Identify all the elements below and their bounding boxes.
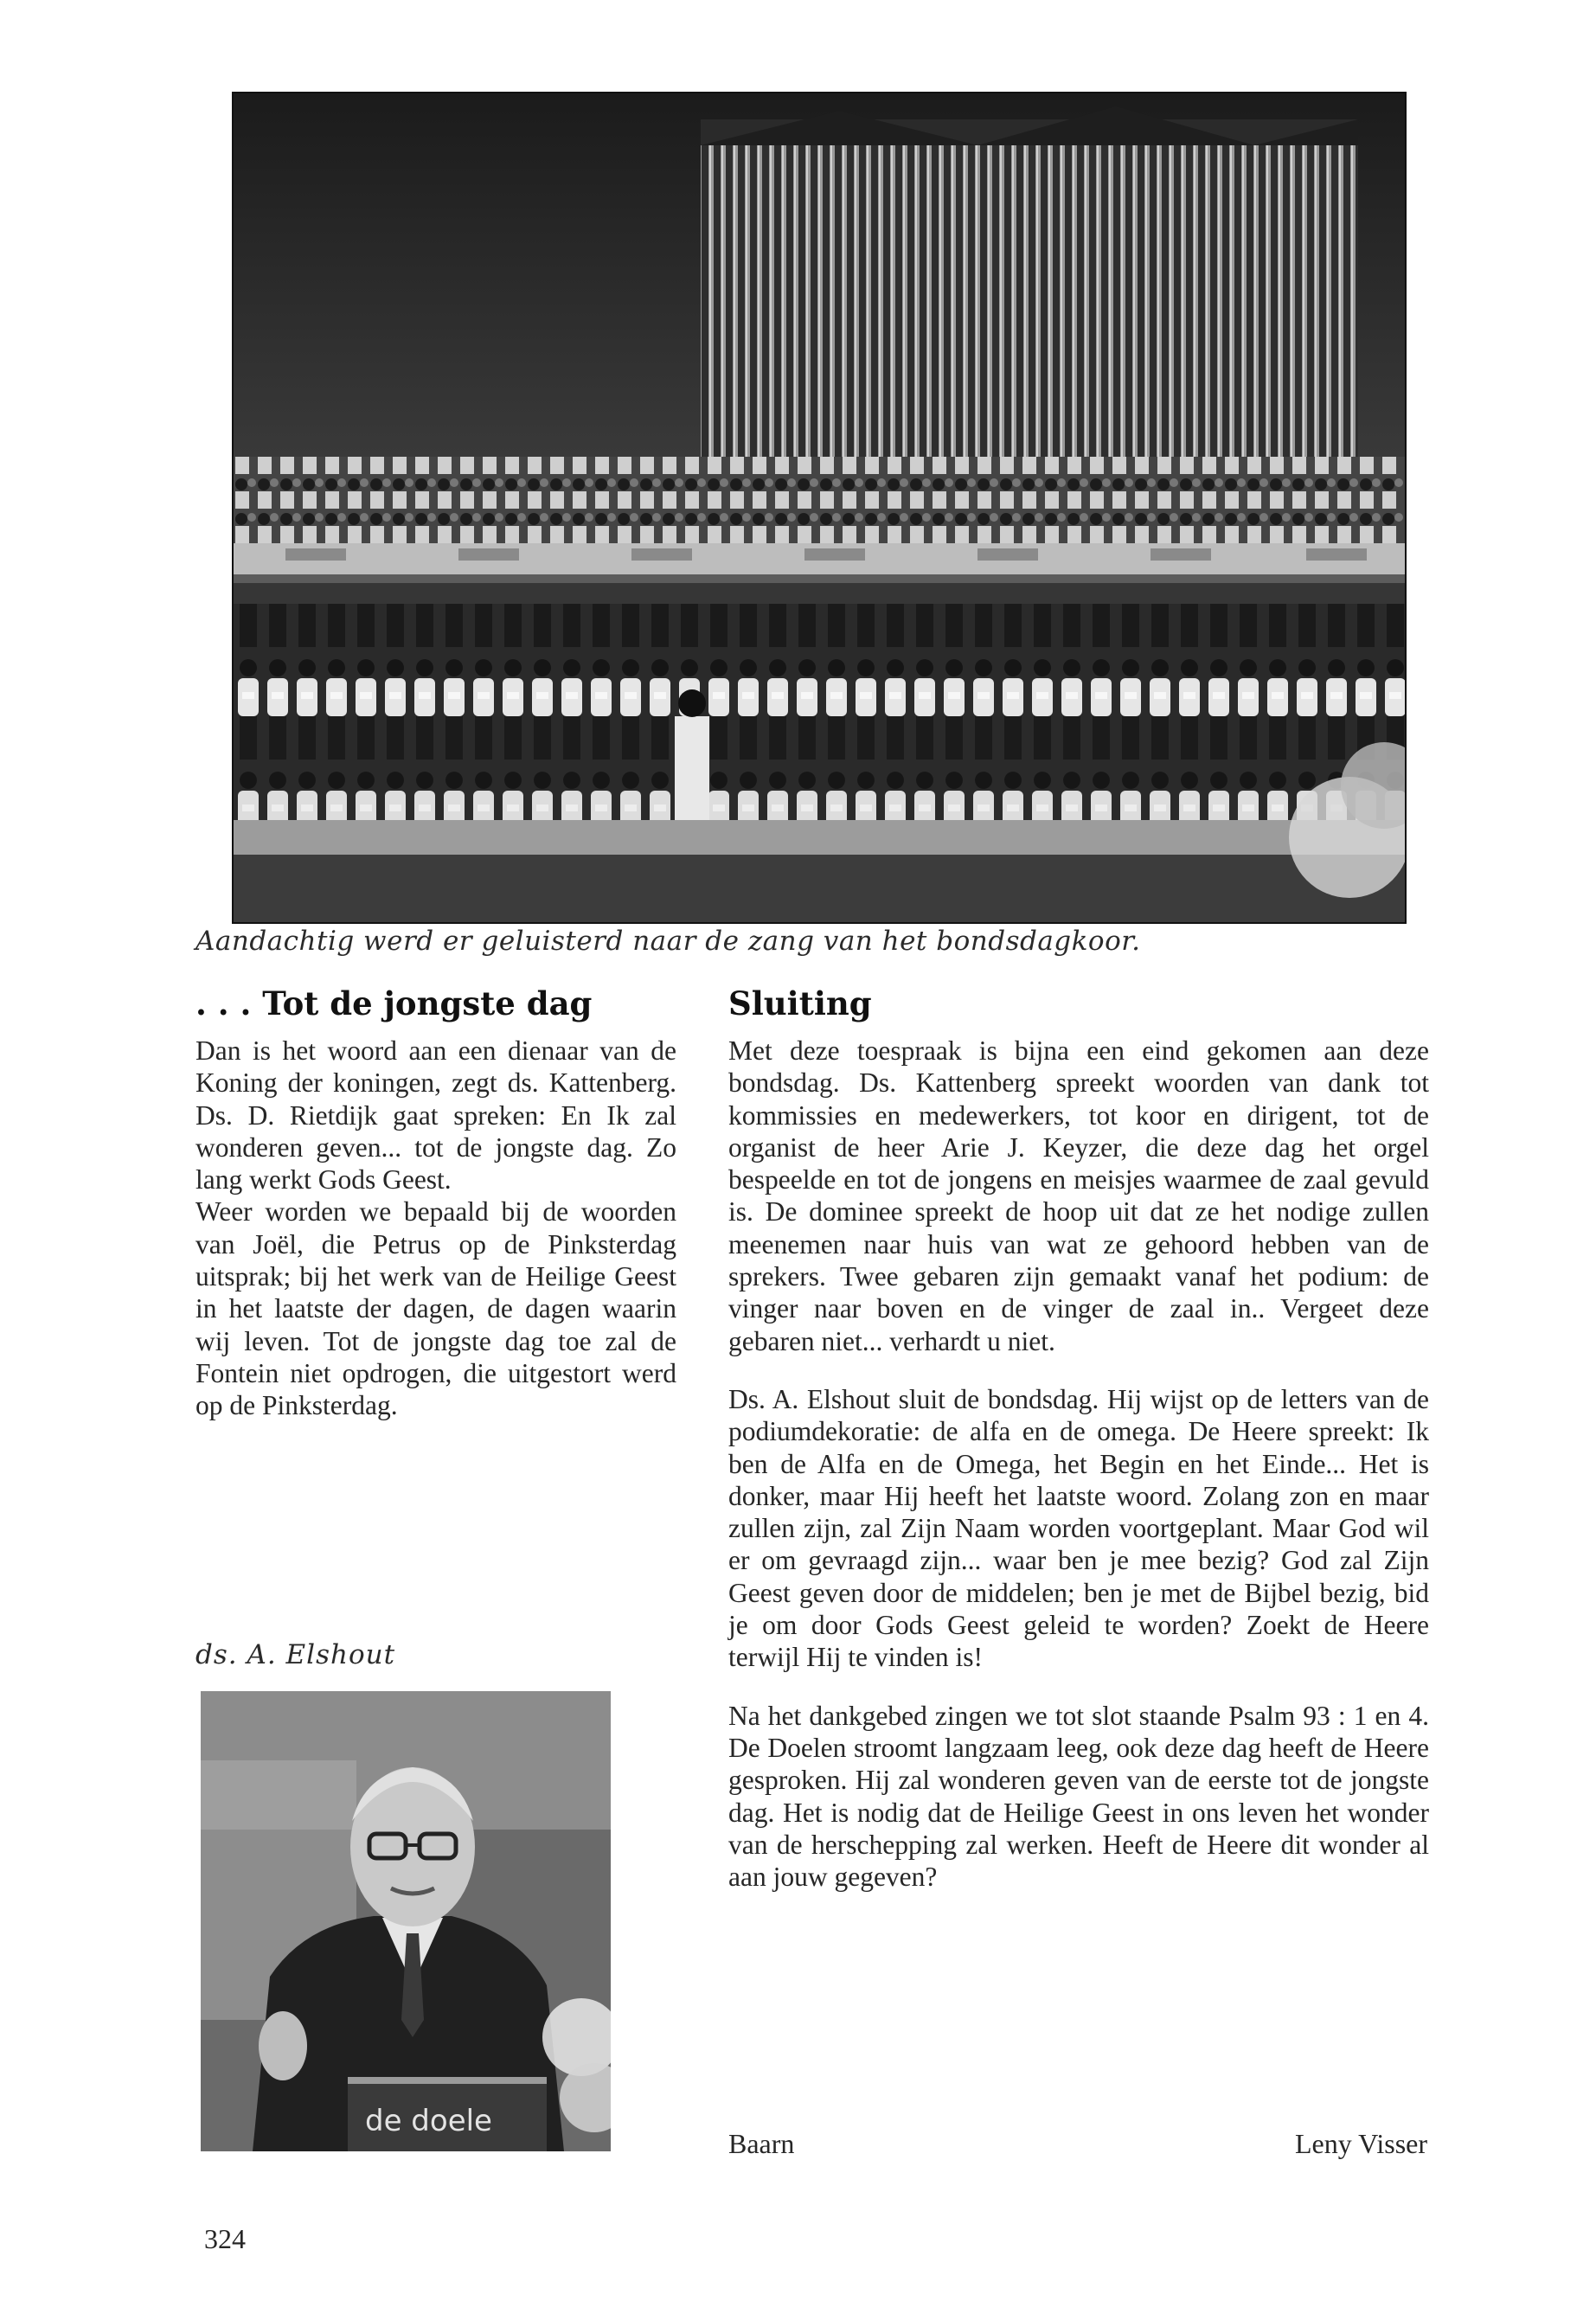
paragraph: Weer worden we bepaald bij de woorden van Joël, die Petrus op de Pinksterdag uitsprak; bij het werk van de Heilige Geest in het laatste der dagen, de dagen waarin wij leven. Tot de jongste dag toe zal de Fontein niet opdrogen, die uitgestort werd op de Pinksterdag. [195,1196,676,1421]
paragraph: Dan is het woord aan een dienaar van de Koning der koningen, zegt ds. Kattenberg. Ds. D. Rietdijk gaat spreken: En Ik zal wonderen geven... tot de jongste dag. Zo lang werkt Gods Geest. [195,1035,676,1195]
portrait-photo [201,1691,611,2151]
paragraph: Ds. A. Elshout sluit de bondsdag. Hij wijst op de letters van de podiumdekoratie: de alfa en de omega. De Heere spreekt: Ik ben de Alfa en de Omega, het Begin en het Einde... Het is donker, maar Hij heeft het laatste woord. Zolang zon en maar zullen zijn, zal Zijn Naam worden voortgeplant. Maar God wil er om gevraagd zijn... waar ben je mee bezig? God zal Zijn Geest geven door de middelen; ben je met de Bijbel bezig, bid je om door Gods Geest geleid te worden? Zoekt de Heere terwijl Hij te vinden is! [728,1383,1429,1673]
choir-photo [232,92,1407,924]
page-number: 324 [204,2223,246,2254]
section-heading-sluiting: Sluiting [728,984,872,1022]
author-name: Leny Visser [1294,2128,1427,2159]
left-column-text [195,1035,676,1422]
right-column-text [728,1035,1429,1893]
section-heading-tot-de-jongste-dag: . . . Tot de jongste dag [195,984,593,1022]
lectern-sign: de doele [365,2104,492,2138]
portrait-illustration [201,1691,611,2151]
byline: ds. A. Elshout [195,1639,396,1670]
photo-caption: Aandachtig werd er geluisterd naar de zang van het bondsdagkoor. [195,926,1141,957]
paragraph: Met deze toespraak is bijna een eind gekomen aan deze bondsdag. Ds. Kattenberg spreekt woorden van dank tot kommissies en medewerkers, tot koor en dirigent, tot de organist de heer Arie J. Keyzer, die deze dag het orgel bespeelde en tot de jongens en meisjes waarmee de zaal gevuld is. De dominee spreekt de hoop uit dat ze het nodige zullen meenemen naar huis van wat ze gehoord hebben van de sprekers. Twee gebaren zijn gemaakt vanaf het podium: de vinger naar boven en de vinger de zaal in.. Vergeet deze gebaren niet... verhardt u niet. [728,1035,1429,1356]
choir-photo-illustration [234,93,1405,922]
place-name: Baarn [728,2128,795,2159]
paragraph: Na het dankgebed zingen we tot slot staande Psalm 93 : 1 en 4. De Doelen stroomt langzaam leeg, ook deze dag heeft de Heere gesproken. Hij zal wonderen geven van de eerste tot de jongste dag. Het is nodig dat de Heilige Geest in ons leven het wonder van de herschepping zal werken. Heeft de Heere dit wonder al aan jouw gegeven? [728,1700,1429,1893]
